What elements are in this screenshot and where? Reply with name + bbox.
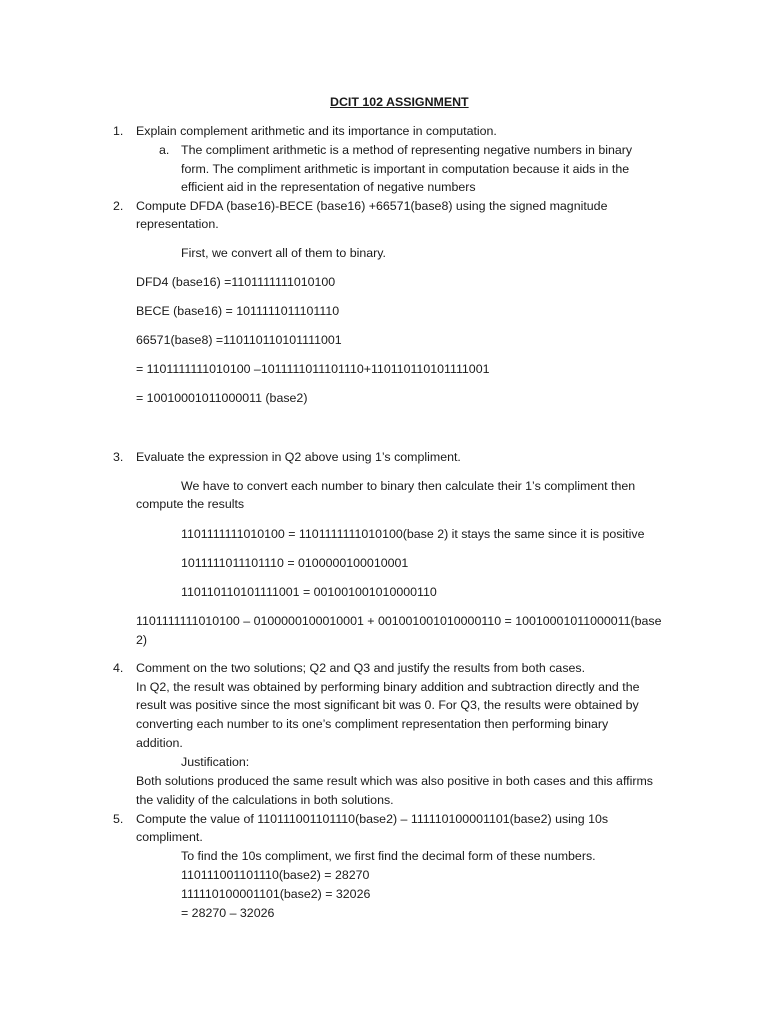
q4-number: 4.: [113, 661, 124, 675]
q2-step: DFD4 (base16) =1101111111010100: [136, 275, 336, 289]
q4-text: Comment on the two solutions; Q2 and Q3 and justify the results from both cases.: [136, 661, 586, 675]
q5-step: = 28270 – 32026: [181, 906, 275, 920]
q4-comment-line: result was positive since the most significant bit was 0. For Q3, the results were obtained by: [136, 698, 639, 712]
q4-comment-line: converting each number to its one’s compliment representation then performing binary: [136, 717, 609, 731]
q1-answer-line: The compliment arithmetic is a method of representing negative numbers in binary: [181, 143, 633, 157]
q5-text-line: compliment.: [136, 830, 203, 844]
q4-justification-label: Justification:: [181, 755, 250, 769]
q3-step: 1101111111010100 = 1101111111010100(base 2) it stays the same since it is positive: [181, 527, 645, 541]
q3-text: Evaluate the expression in Q2 above using 1’s compliment.: [136, 450, 461, 464]
q1-answer-line: form. The compliment arithmetic is important in computation because it aids in the: [181, 162, 630, 176]
q2-text-line: representation.: [136, 217, 219, 231]
q2-step: = 1101111111010100 –1011111011101110+110110110101111001: [136, 362, 490, 376]
q3-intro-line: We have to convert each number to binary then calculate their 1’s compliment then: [181, 479, 636, 493]
q1-sub-marker: a.: [159, 143, 170, 157]
q1-text: Explain complement arithmetic and its importance in computation.: [136, 124, 497, 138]
q3-number: 3.: [113, 450, 124, 464]
q5-step: To find the 10s compliment, we first find the decimal form of these numbers.: [181, 849, 596, 863]
q3-step: 1011111011101110 = 0100000100010001: [181, 556, 409, 570]
q2-step: 66571(base8) =110110110101111001: [136, 333, 342, 347]
q5-number: 5.: [113, 812, 124, 826]
q1-answer-line: efficient aid in the representation of negative numbers: [181, 180, 476, 194]
q2-number: 2.: [113, 199, 124, 213]
q4-justification-line: Both solutions produced the same result which was also positive in both cases and this affirms: [136, 774, 654, 788]
q5-step: 111110100001101(base2) = 32026: [181, 887, 371, 901]
q2-text-line: Compute DFDA (base16)-BECE (base16) +66571(base8) using the signed magnitude: [136, 199, 608, 213]
q2-intro: First, we convert all of them to binary.: [181, 246, 386, 260]
q4-comment-line: In Q2, the result was obtained by performing binary addition and subtraction directly and the: [136, 680, 640, 694]
q3-result-line: 1101111111010100 – 0100000100010001 + 001001001010000110 = 10010001011000011(base: [136, 614, 662, 628]
q4-comment-line: addition.: [136, 736, 183, 750]
q3-result-line: 2): [136, 633, 148, 647]
document-title: DCIT 102 ASSIGNMENT: [330, 95, 469, 109]
q3-intro-line: compute the results: [136, 497, 245, 511]
q1-number: 1.: [113, 124, 124, 138]
q2-result: = 10010001011000011 (base2): [136, 391, 308, 405]
q5-text-line: Compute the value of 110111001101110(base2) – 111110100001101(base2) using 10s: [136, 812, 609, 826]
q2-step: BECE (base16) = 1011111011101110: [136, 304, 340, 318]
q4-justification-line: the validity of the calculations in both solutions.: [136, 793, 394, 807]
q3-step: 110110110101111001 = 001001001010000110: [181, 585, 437, 599]
q5-step: 110111001101110(base2) = 28270: [181, 868, 370, 882]
